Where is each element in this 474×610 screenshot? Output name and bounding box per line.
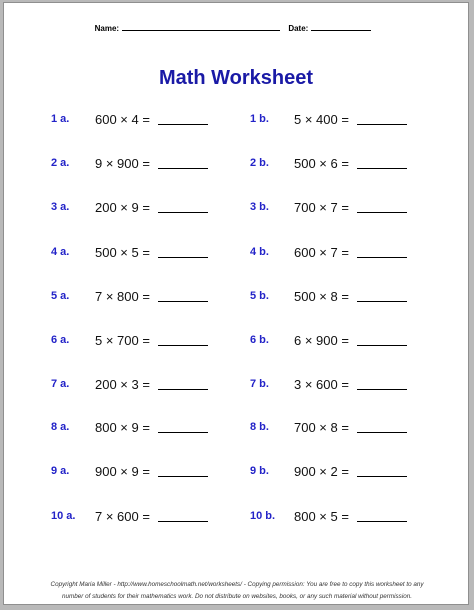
problem-expression: 7 × 800 = <box>95 288 150 304</box>
answer-line <box>357 168 407 169</box>
problem-expression: 900 × 9 = <box>95 463 150 479</box>
problem-expression: 500 × 6 = <box>294 155 349 171</box>
problem-8a <box>51 417 208 437</box>
answer-line <box>158 124 208 125</box>
problem-label: 4 a. <box>51 246 70 258</box>
answer-line <box>158 476 208 477</box>
name-blank <box>122 23 280 31</box>
problem-2a <box>51 153 208 173</box>
answer-line <box>357 432 407 433</box>
problem-label: 5 a. <box>51 290 70 302</box>
problem-label: 9 a. <box>51 465 70 477</box>
problem-10b <box>250 506 407 526</box>
problem-label: 2 b. <box>250 157 269 169</box>
copyright-footer <box>14 579 460 603</box>
problem-label: 5 b. <box>250 290 269 302</box>
problem-label: 7 b. <box>250 378 269 390</box>
answer-line <box>158 345 208 346</box>
answer-line <box>357 345 407 346</box>
name-label: Name: <box>94 24 120 33</box>
problem-9b <box>250 461 407 481</box>
problem-expression: 5 × 700 = <box>95 332 150 348</box>
footer-line-2: number of students for their mathematics work. Do not distribute on websites, books, or any such material without permission. <box>62 593 412 600</box>
problem-4b <box>250 242 407 262</box>
problem-9a <box>51 461 208 481</box>
header-line <box>4 23 468 33</box>
problem-expression: 200 × 9 = <box>95 199 150 215</box>
problem-expression: 600 × 4 = <box>95 111 150 127</box>
date-blank <box>311 23 371 31</box>
answer-line <box>357 476 407 477</box>
answer-line <box>357 124 407 125</box>
problem-7b <box>250 374 407 394</box>
problem-expression: 3 × 600 = <box>294 376 349 392</box>
problem-3b <box>250 197 407 217</box>
problem-label: 3 a. <box>51 201 70 213</box>
problem-label: 8 b. <box>250 421 269 433</box>
problem-label: 10 a. <box>51 510 76 522</box>
problem-expression: 5 × 400 = <box>294 111 349 127</box>
problem-expression: 7 × 600 = <box>95 508 150 524</box>
problem-1a <box>51 109 208 129</box>
problem-expression: 700 × 8 = <box>294 419 349 435</box>
worksheet-page <box>3 2 469 605</box>
problem-label: 1 b. <box>250 113 269 125</box>
problem-label: 7 a. <box>51 378 70 390</box>
problem-8b <box>250 417 407 437</box>
problem-label: 4 b. <box>250 246 269 258</box>
problem-3a <box>51 197 208 217</box>
problem-5a <box>51 286 208 306</box>
answer-line <box>158 168 208 169</box>
problem-expression: 200 × 3 = <box>95 376 150 392</box>
problem-label: 6 a. <box>51 334 70 346</box>
problem-expression: 6 × 900 = <box>294 332 349 348</box>
answer-line <box>158 432 208 433</box>
problem-expression: 700 × 7 = <box>294 199 349 215</box>
problem-expression: 800 × 5 = <box>294 508 349 524</box>
problem-expression: 600 × 7 = <box>294 244 349 260</box>
answer-line <box>158 212 208 213</box>
problem-expression: 500 × 5 = <box>95 244 150 260</box>
answer-line <box>158 521 208 522</box>
problem-expression: 9 × 900 = <box>95 155 150 171</box>
problem-4a <box>51 242 208 262</box>
answer-line <box>357 257 407 258</box>
answer-line <box>357 521 407 522</box>
footer-line-1: Copyright Maria Miller - http://www.homeschoolmath.net/worksheets/ - Copying permission: You are free to copy this worksheet to any <box>50 581 424 588</box>
problem-label: 1 a. <box>51 113 70 125</box>
problem-label: 2 a. <box>51 157 70 169</box>
problem-7a <box>51 374 208 394</box>
answer-line <box>357 389 407 390</box>
problem-label: 8 a. <box>51 421 70 433</box>
problem-expression: 800 × 9 = <box>95 419 150 435</box>
page-title: Math Worksheet <box>158 67 314 89</box>
problem-1b <box>250 109 407 129</box>
problem-expression: 900 × 2 = <box>294 463 349 479</box>
problem-label: 6 b. <box>250 334 269 346</box>
answer-line <box>357 301 407 302</box>
problem-10a <box>51 506 208 526</box>
problem-6a <box>51 330 208 350</box>
problem-2b <box>250 153 407 173</box>
answer-line <box>357 212 407 213</box>
answer-line <box>158 257 208 258</box>
answer-line <box>158 301 208 302</box>
problem-5b <box>250 286 407 306</box>
problem-label: 3 b. <box>250 201 269 213</box>
problem-6b <box>250 330 407 350</box>
problem-label: 9 b. <box>250 465 269 477</box>
problem-expression: 500 × 8 = <box>294 288 349 304</box>
date-label: Date: <box>288 24 309 33</box>
problem-label: 10 b. <box>250 510 276 522</box>
answer-line <box>158 389 208 390</box>
